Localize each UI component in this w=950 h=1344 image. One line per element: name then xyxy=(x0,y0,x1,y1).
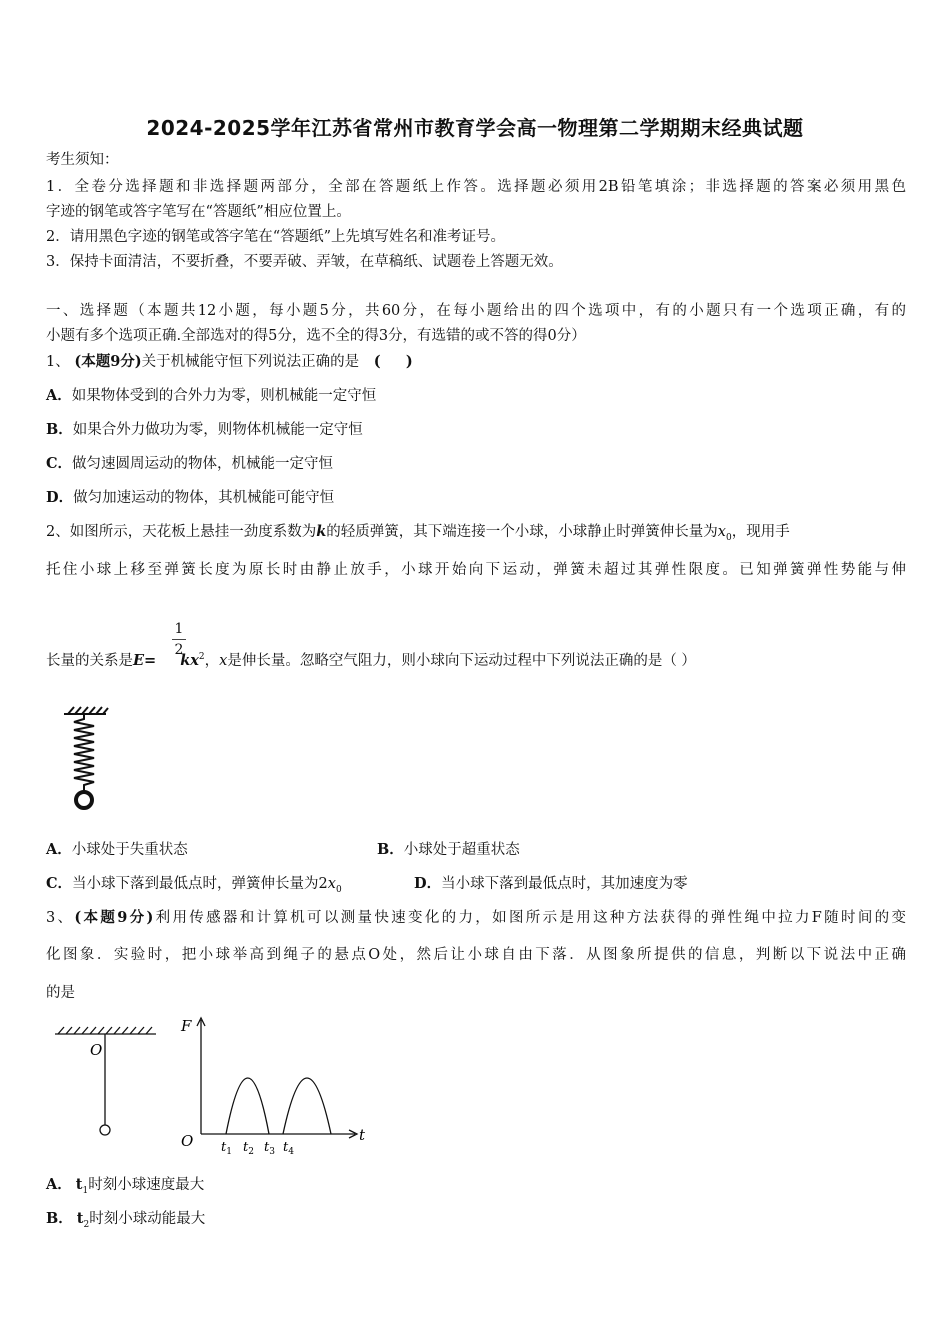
question-3-line2: 化图象．实验时，把小球举高到绳子的悬点O处，然后让小球自由下落．从图象所提供的信息，判断以下说法中正确 xyxy=(46,947,906,963)
question-3-line3: 的是 xyxy=(46,985,75,1001)
spring-figure xyxy=(62,705,112,813)
f-axis-label: F xyxy=(181,1017,192,1035)
option-text: 小球处于失重状态 xyxy=(71,842,188,858)
option-label: A． xyxy=(46,1176,72,1193)
q2-x-symbol: x xyxy=(219,652,228,669)
pivot-label: O xyxy=(90,1041,103,1059)
fraction-numerator: 1 xyxy=(174,621,184,637)
question-2-option-c xyxy=(46,874,342,900)
q2-text: 2、如图所示，天花板上悬挂一劲度系数为 xyxy=(46,524,317,540)
question-1-option-b xyxy=(46,420,363,440)
notice-item-2: 2．请用黑色字迹的钢笔或答字笔在“答题纸”上先填写姓名和准考证号。 xyxy=(46,229,506,245)
question-2-line2: 托住小球上移至弹簧长度为原长时由静止放手，小球开始向下运动，弹簧未超过其弹性限度。已知弹簧弹性势能与伸 xyxy=(46,562,906,578)
option-text: 如果合外力做功为零，则物体机械能一定守恒 xyxy=(72,422,363,438)
fraction-bar xyxy=(172,639,186,640)
question-1-score: (本题9分) xyxy=(74,353,142,370)
spring-coil xyxy=(74,714,94,791)
option-label: A． xyxy=(46,387,72,404)
tick-label-t2: $t_2$ xyxy=(243,1140,254,1157)
notice-item-1: 1．全卷分选择题和非选择题两部分，全部在答题纸上作答。选择题必须用2B铅笔填涂；非选择题的答案必须用黑色 xyxy=(46,179,906,195)
force-pulse-1 xyxy=(226,1078,269,1134)
origin-label: O xyxy=(181,1132,194,1150)
question-1-answer-paren: ( ) xyxy=(373,353,413,370)
option-text: 时刻小球速度最大 xyxy=(88,1177,205,1193)
question-1-stem xyxy=(46,352,413,372)
question-2-option-d xyxy=(414,874,688,894)
question-2-line1 xyxy=(46,522,906,548)
section-instructions-line2: 小题有多个选项正确.全部选对的得5分，选不全的得3分，有选错的或不答的得0分） xyxy=(46,328,586,344)
notice-item-1-cont: 字迹的钢笔或答字笔写在“答题纸”相应位置上。 xyxy=(46,204,351,220)
q2-energy-symbol: E= xyxy=(133,651,157,669)
q3-text: 利用传感器和计算机可以测量快速变化的力，如图所示是用这种方法获得的弹性绳中拉力F随时间的变 xyxy=(153,910,906,926)
question-3-option-a xyxy=(46,1175,204,1201)
option-label: A． xyxy=(46,841,72,858)
ceiling-hatch xyxy=(82,707,88,714)
option-label: C． xyxy=(46,875,73,892)
option-x-subscript: 0 xyxy=(335,884,342,895)
tick-label-t1: $t_1$ xyxy=(221,1140,232,1157)
q2-text: 的轻质弹簧，其下端连接一个小球，小球静止时弹簧伸长量为 xyxy=(326,524,718,540)
question-3-option-b xyxy=(46,1209,205,1235)
option-t-subscript: 1 xyxy=(82,1185,89,1196)
question-1-option-c xyxy=(46,454,333,474)
option-t-symbol: t xyxy=(75,1176,83,1193)
option-text: 当小球下落到最低点时，其加速度为零 xyxy=(441,876,688,892)
ceiling-hatch xyxy=(75,707,81,714)
q2-x0-subscript: 0 xyxy=(725,532,732,543)
q2-square: 2 xyxy=(198,652,205,662)
option-text: 如果物体受到的合外力为零，则机械能一定守恒 xyxy=(71,388,377,404)
option-t-symbol: t xyxy=(76,1210,84,1227)
force-time-figure xyxy=(50,1012,370,1160)
option-t-subscript: 2 xyxy=(83,1219,90,1230)
question-1-text: 关于机械能守恒下列说法正确的是 xyxy=(141,354,360,370)
q2-kx-term: kx xyxy=(180,651,199,669)
t-axis-label: t xyxy=(359,1126,366,1144)
question-1-option-d xyxy=(46,488,334,508)
option-label: B． xyxy=(46,1210,73,1227)
question-2-option-b xyxy=(377,840,520,860)
q2-text: ， xyxy=(204,652,220,669)
option-x-symbol: x xyxy=(327,876,336,892)
option-label: D． xyxy=(46,489,74,506)
option-label: B． xyxy=(46,421,73,438)
question-3-line1 xyxy=(46,908,906,928)
option-text: 当小球下落到最低点时，弹簧伸长量为2 xyxy=(72,876,328,892)
tick-label-t3: $t_3$ xyxy=(264,1140,275,1157)
ball xyxy=(76,792,92,808)
small-ball xyxy=(100,1125,110,1135)
option-label: B． xyxy=(377,841,404,858)
question-2-line3 xyxy=(46,647,696,671)
q2-text: ，现用手 xyxy=(731,524,790,540)
q2-x0-symbol: x xyxy=(717,524,726,540)
question-1-option-a xyxy=(46,386,376,406)
question-3-number: 3、 xyxy=(46,910,75,926)
ceiling-hatch xyxy=(68,707,74,714)
tick-label-t4: $t_4$ xyxy=(283,1140,294,1157)
question-1-number: 1、 xyxy=(46,354,70,370)
option-label: D． xyxy=(414,875,442,892)
notice-item-3: 3．保持卡面清洁，不要折叠，不要弄破、弄皱，在草稿纸、试题卷上答题无效。 xyxy=(46,254,563,270)
force-pulse-2 xyxy=(283,1078,331,1134)
section-instructions-line1: 一、选择题（本题共12小题，每小题5分，共60分，在每小题给出的四个选项中，有的小题只有一个选项正确，有的 xyxy=(46,303,906,319)
fraction-denominator: 2 xyxy=(174,642,184,658)
ceiling-hatch xyxy=(96,707,102,714)
q2-k-symbol: k xyxy=(316,523,327,540)
q2-text: 是伸长量。忽略空气阻力，则小球向下运动过程中下列说法正确的是（ ） xyxy=(227,652,696,669)
option-text: 做匀加速运动的物体，其机械能可能守恒 xyxy=(73,490,335,506)
option-label: C． xyxy=(46,455,73,472)
question-2-option-a xyxy=(46,840,188,860)
ceiling-hatching xyxy=(58,1027,152,1034)
q2-text: 长量的关系是 xyxy=(46,652,133,669)
option-text: 时刻小球动能最大 xyxy=(89,1211,206,1227)
ceiling-hatch xyxy=(89,707,95,714)
option-text: 做匀速圆周运动的物体，机械能一定守恒 xyxy=(72,456,334,472)
notice-heading: 考生须知： xyxy=(46,152,119,168)
question-3-score: (本题9分) xyxy=(74,909,154,926)
page-title: 2024-2025学年江苏省常州市教育学会高一物理第二学期期末经典试题 xyxy=(146,116,804,140)
option-text: 小球处于超重状态 xyxy=(403,842,520,858)
